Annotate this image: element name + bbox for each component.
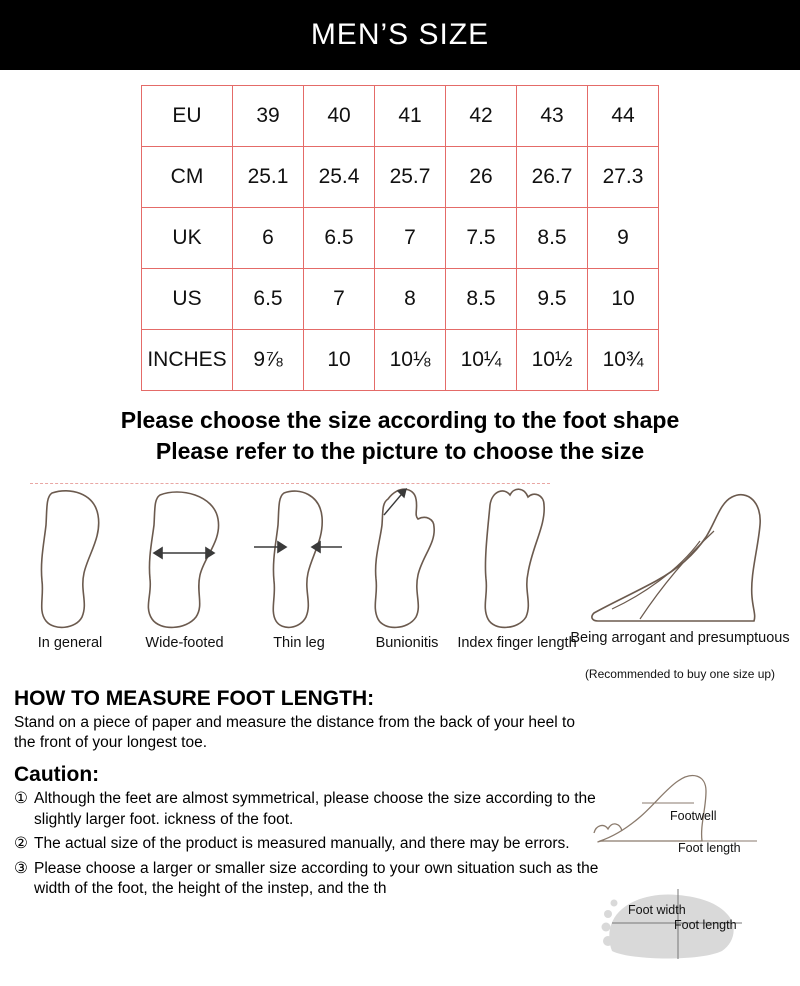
foot-caption-in-general: In general [37,635,103,652]
header-bar [0,0,800,70]
foot-caption-high-instep: Being arrogant and presumptuous [570,630,790,647]
table-row [142,147,659,208]
measure-text: Stand on a piece of paper and measure the distance from the back of your heel to the front of your longest toe. [14,714,575,752]
list-item-text: Although the feet are almost symmetrical, please choose the size according to the slightly larger foot. ickness of the foot. [34,790,596,828]
table-cell: 8 [375,269,446,330]
table-cell: 10¼ [446,330,517,391]
row-label: EU [142,86,233,147]
table-cell: 39 [233,86,304,147]
list-item-marker: ① [14,790,28,808]
table-cell: 26.7 [517,147,588,208]
table-row [142,269,659,330]
list-item [14,859,604,900]
table-row [142,208,659,269]
foot-caption-high-instep-note: (Recommended to buy one size up) [584,667,776,682]
table-cell: 7 [304,269,375,330]
table-cell: 43 [517,86,588,147]
foot-caption-index-finger-length: Index finger length [457,635,577,652]
row-label: UK [142,208,233,269]
table-cell: 42 [446,86,517,147]
row-label: INCHES [142,330,233,391]
row-label: US [142,269,233,330]
table-cell: 40 [304,86,375,147]
instruction-line-1: Please choose the size according to the foot shape [120,407,680,433]
size-chart-container [0,85,800,391]
table-cell: 6 [233,208,304,269]
alignment-dashed-line [30,483,550,484]
row-label: CM [142,147,233,208]
foot-measurement-diagram [582,763,792,968]
foot-caption-thin-leg: Thin leg [273,635,325,652]
foot-caption-bunionitis: Bunionitis [375,635,439,652]
foot-shape-index-finger-length-icon [466,485,566,635]
table-cell: 8.5 [446,269,517,330]
table-cell: 9 [588,208,659,269]
list-item [14,789,604,830]
table-cell: 10 [304,330,375,391]
table-row [142,86,659,147]
table-cell: 27.3 [588,147,659,208]
table-cell: 41 [375,86,446,147]
table-cell: 10⅛ [375,330,446,391]
size-chart-table [141,85,659,391]
list-item-text: The actual size of the product is measured manually, and there may be errors. [34,835,570,853]
foot-shapes-row [0,475,800,682]
diagram-label-foot-length-bottom: Foot length [674,918,737,932]
table-cell: 7 [375,208,446,269]
table-cell: 6.5 [304,208,375,269]
table-cell: 9.5 [517,269,588,330]
diagram-label-foot-length-top: Foot length [678,841,741,855]
foot-shape-high-instep-icon [582,485,782,635]
list-item-text: Please choose a larger or smaller size according to your own situation such as the width of the foot, the height of the instep, and the th [34,859,599,898]
foot-shape-in-general-icon [22,485,122,635]
table-cell: 9⅞ [233,330,304,391]
table-cell: 26 [446,147,517,208]
measure-section [0,687,800,753]
table-cell: 25.4 [304,147,375,208]
list-item [14,834,604,854]
caution-title: Caution: [14,763,100,787]
instructions-block [0,405,800,467]
foot-shape-wide-footed-icon [134,485,234,635]
table-cell: 7.5 [446,208,517,269]
table-cell: 44 [588,86,659,147]
diagram-label-footwell: Footwell [670,809,717,823]
list-item-marker: ② [14,835,28,853]
foot-shape-bunionitis-icon [358,485,458,635]
foot-shape-thin-leg-icon [250,485,350,635]
table-cell: 6.5 [233,269,304,330]
table-row [142,330,659,391]
table-cell: 25.1 [233,147,304,208]
instruction-line-2: Please refer to the picture to choose the size [155,438,645,465]
measure-title: HOW TO MEASURE FOOT LENGTH: [14,687,375,711]
table-cell: 10¾ [588,330,659,391]
table-cell: 25.7 [375,147,446,208]
page-title: MEN’S SIZE [310,18,490,51]
caution-list [14,789,604,899]
foot-caption-wide-footed: Wide-footed [145,635,224,652]
table-cell: 10½ [517,330,588,391]
table-cell: 8.5 [517,208,588,269]
table-cell: 10 [588,269,659,330]
diagram-label-foot-width: Foot width [628,903,686,917]
list-item-marker: ③ [14,859,28,877]
